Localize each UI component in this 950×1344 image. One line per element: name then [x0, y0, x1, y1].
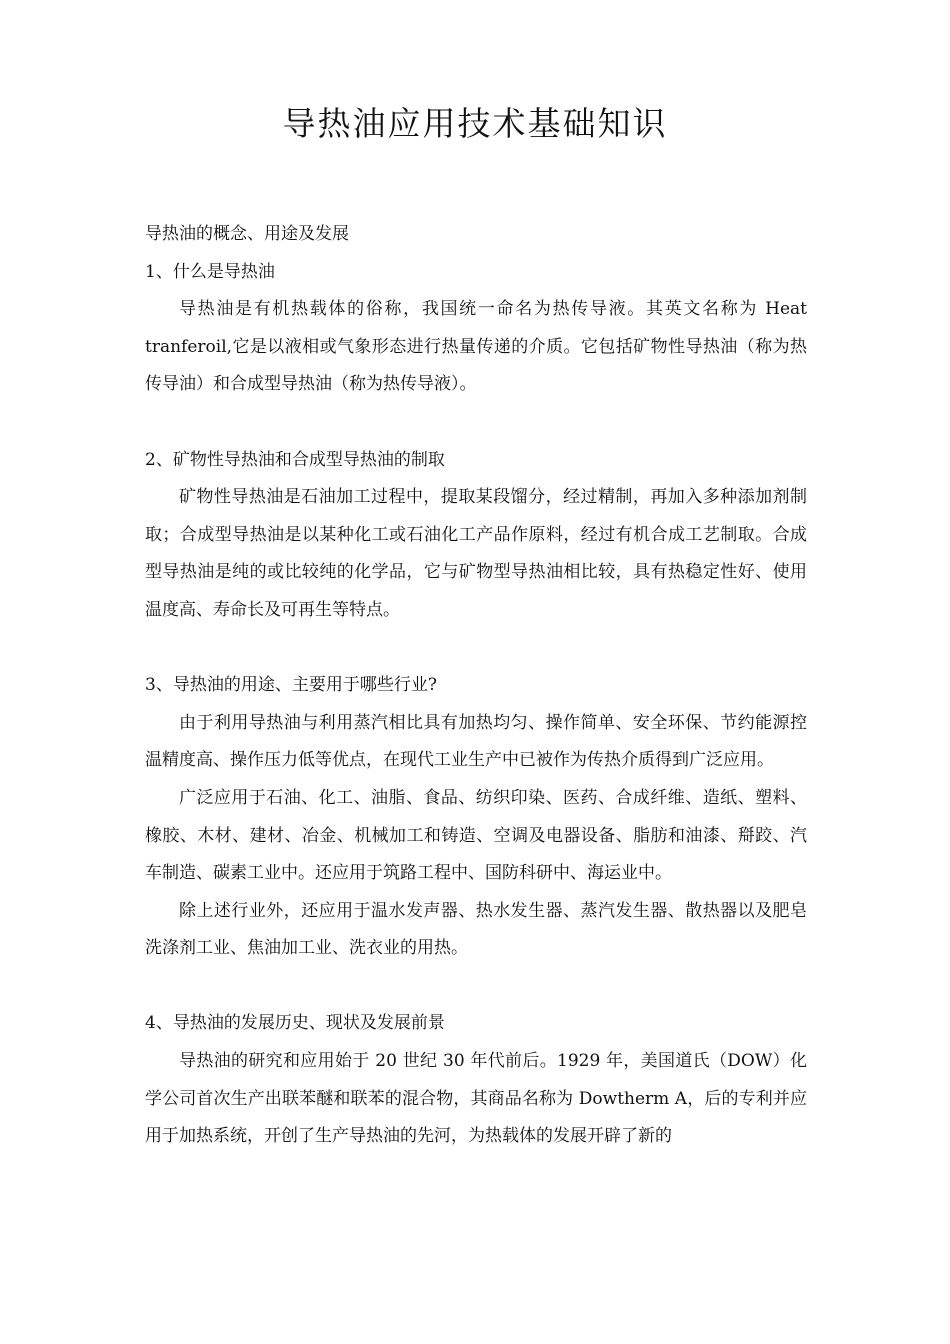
- spacer: [145, 630, 807, 668]
- q1-heading: 1、什么是导热油: [145, 261, 275, 282]
- q3-paragraph-2: 广泛应用于石油、化工、油脂、食品、纺织印染、医药、合成纤维、造纸、塑料、橡胶、木材、建材、冶金、机械加工和铸造、空调及电器设备、脂肪和油漆、搿跤、汽车制造、碳素工业中。还应用于筑路工程中、国防科研中、海运业中。: [145, 787, 807, 884]
- q3-paragraph-3: 除上述行业外，还应用于温水发声器、热水发生器、蒸汽发生器、散热器以及肥皂洗涤剂工业、焦油加工业、洗衣业的用热。: [145, 900, 807, 959]
- document-title: 导热油应用技术基础知识: [282, 104, 668, 143]
- spacer: [145, 968, 807, 1006]
- q3-paragraph-1: 由于利用导热油与利用蒸汽相比具有加热均匀、操作简单、安全环保、节约能源控温精度高、操作压力低等优点，在现代工业生产中已被作为传热介质得到广泛应用。: [145, 712, 807, 771]
- document-body: [145, 216, 807, 1156]
- q4-paragraph-1: 导热油的研究和应用始于 20 世纪 30 年代前后。1929 年，美国道氏（DOW）化学公司首次生产出联苯醚和联苯的混合物，其商品名称为 Dowtherm A，后的专利并应用于加热系统，开创了生产导热油的先河，为热载体的发展开辟了新的: [145, 1051, 807, 1147]
- spacer: [145, 404, 807, 442]
- q3-heading: 3、导热油的用途、主要用于哪些行业?: [145, 675, 437, 696]
- q2-paragraph-1: 矿物性导热油是石油加工过程中，提取某段馏分，经过精制，再加入多种添加剂制取；合成型导热油是以某种化工或石油化工产品作原料，经过有机合成工艺制取。合成型导热油是纯的或比较纯的化学品，它与矿物型导热油相比较，具有热稳定性好、使用温度高、寿命长及可再生等特点。: [145, 487, 807, 620]
- q4-heading: 4、导热油的发展历史、现状及发展前景: [145, 1013, 445, 1034]
- q2-heading: 2、矿物性导热油和合成型导热油的制取: [145, 449, 445, 470]
- section-title: 导热油的概念、用途及发展: [145, 224, 349, 244]
- q1-paragraph-1: 导热油是有机热载体的俗称，我国统一命名为热传导液。其英文名称为 Heat tranferoil,它是以液相或气象形态进行热量传递的介质。它包括矿物性导热油（称为热传导油）和合成型导热油（称为热传导液）。: [145, 299, 807, 395]
